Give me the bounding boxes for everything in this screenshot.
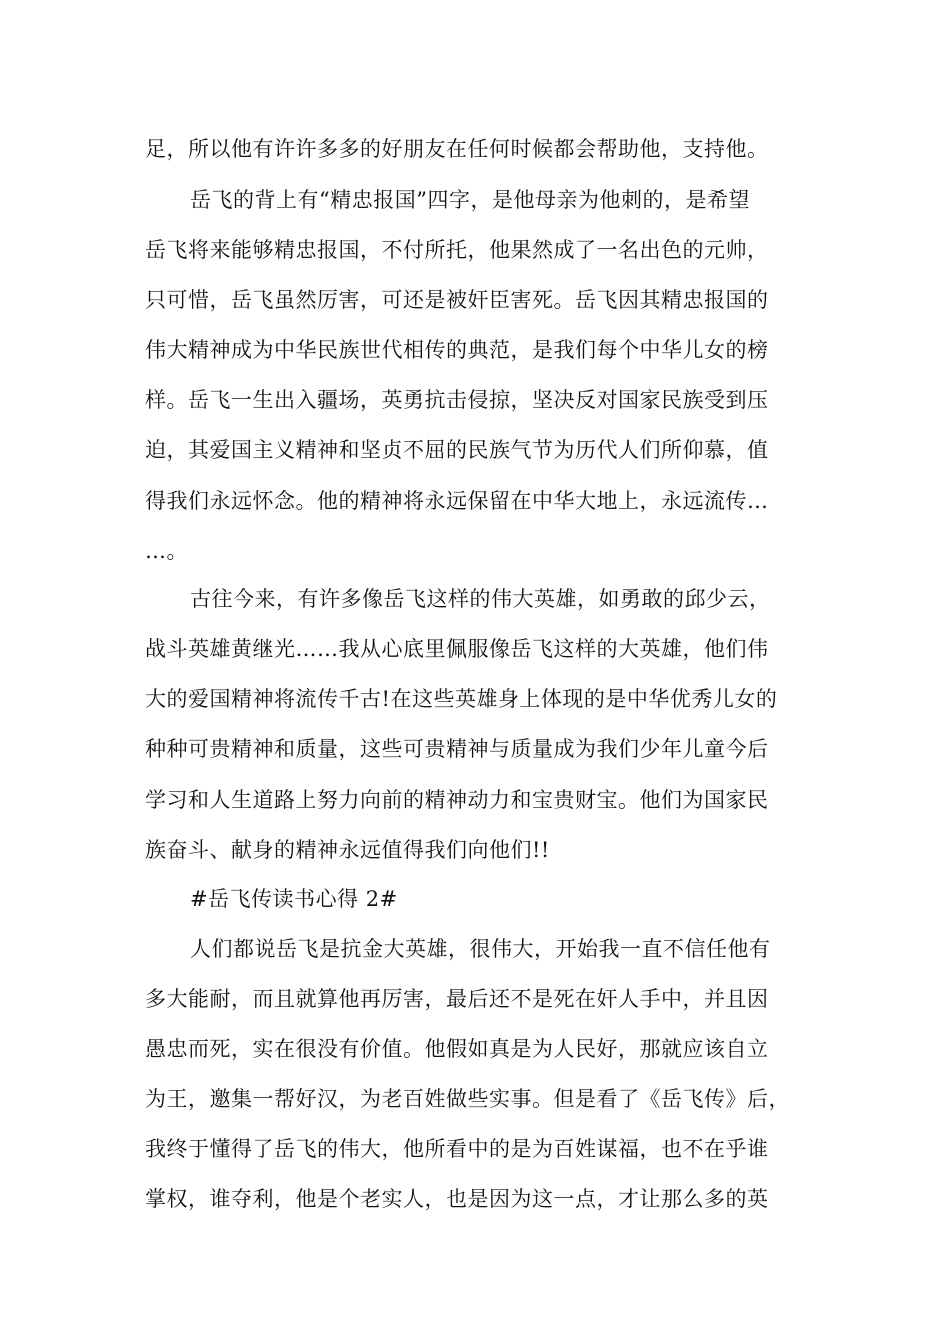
text-line: 战斗英雄黄继光……我从心底里佩服像岳飞这样的大英雄，他们伟 [145,637,769,661]
paragraph-start-line: 人们都说岳飞是抗金大英雄，很伟大，开始我一直不信任他有 [190,937,771,961]
text-line: 大的爱国精神将流传千古!在这些英雄身上体现的是中华优秀儿女的 [145,687,778,711]
text-line: 岳飞将来能够精忠报国，不付所托，他果然成了一名出色的元帅， [145,238,769,262]
paragraph-start-line: 岳飞的背上有“精忠报国”四字，是他母亲为他刺的，是希望 [190,188,750,212]
text-line: 迫，其爱国主义精神和坚贞不屈的民族气节为历代人们所仰慕，值 [145,438,769,462]
text-line: 得我们永远怀念。他的精神将永远保留在中华大地上，永远流传… [145,489,769,513]
paragraph-start-line: 古往今来，有许多像岳飞这样的伟大英雄，如勇敢的邱少云， [190,587,771,611]
text-line: 多大能耐，而且就算他再厉害，最后还不是死在奸人手中，并且因 [145,987,769,1011]
section-heading: #岳飞传读书心得 2# [190,887,398,911]
text-line: 我终于懂得了岳飞的伟大，他所看中的是为百姓谋福，也不在乎谁 [145,1137,769,1161]
text-line: 掌权，谁夺利，他是个老实人，也是因为这一点，才让那么多的英 [145,1187,769,1211]
text-line: …。 [145,539,188,563]
text-line: 足，所以他有许许多多的好朋友在任何时候都会帮助他，支持他。 [145,137,769,161]
text-line: 只可惜，岳飞虽然厉害，可还是被奸臣害死。岳飞因其精忠报国的 [145,288,769,312]
text-line: 样。岳飞一生出入疆场，英勇抗击侵掠，坚决反对国家民族受到压 [145,388,769,412]
text-line: 种种可贵精神和质量，这些可贵精神与质量成为我们少年儿童今后 [145,737,769,761]
text-line: 伟大精神成为中华民族世代相传的典范，是我们每个中华儿女的榜 [145,338,769,362]
text-line: 为王，邀集一帮好汉，为老百姓做些实事。但是看了《岳飞传》后， [145,1087,790,1111]
text-line: 族奋斗、献身的精神永远值得我们向他们!! [145,838,550,862]
text-line: 学习和人生道路上努力向前的精神动力和宝贵财宝。他们为国家民 [145,788,769,812]
text-line: 愚忠而死，实在很没有价值。他假如真是为人民好，那就应该自立 [145,1037,769,1061]
